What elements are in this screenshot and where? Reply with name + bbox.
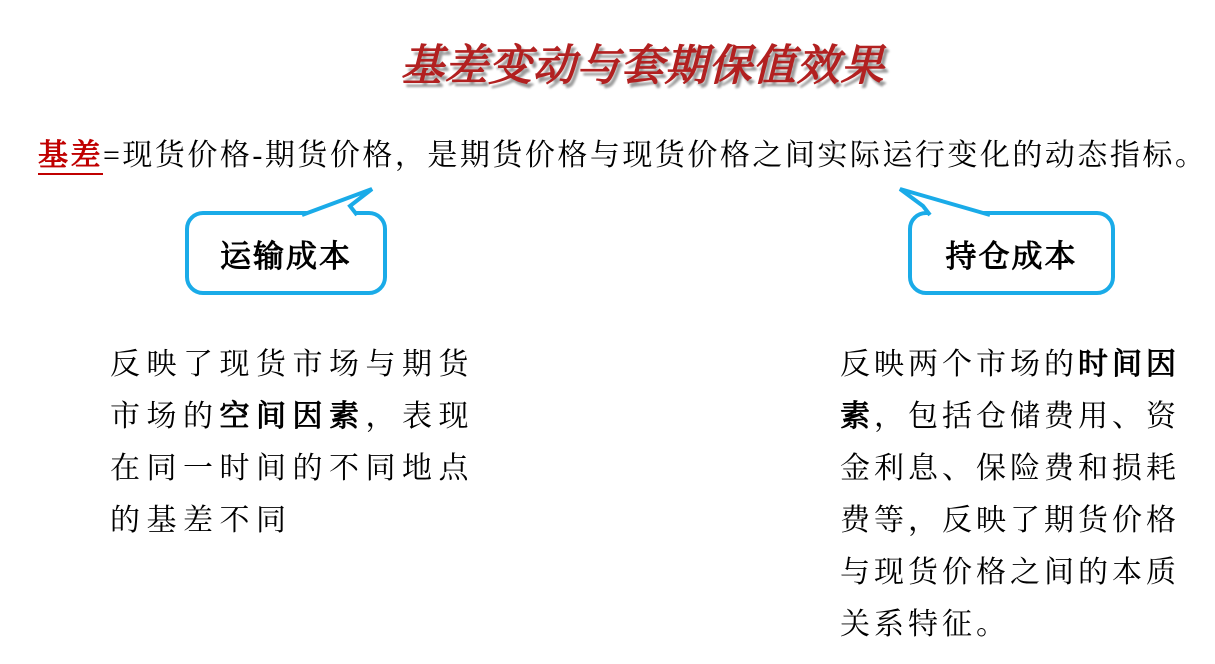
text-line [110, 339, 475, 391]
page-title: 基差变动与套期保值效果 [400, 43, 885, 90]
text-segment: 与现货价格之间的本质 [840, 556, 1180, 589]
text-line [840, 547, 1180, 599]
callout-left [180, 183, 415, 298]
text-line [110, 391, 475, 443]
definition-text: =现货价格-期货价格，是期货价格与现货价格之间实际运行变化的动态指标。 [103, 139, 1208, 172]
transport-cost-paragraph [110, 339, 475, 547]
definition-line [38, 130, 1207, 174]
text-line [110, 443, 475, 495]
text-segment: 市场的 [110, 400, 220, 433]
text-segment: ，表现 [365, 400, 475, 433]
text-segment: 在同一时间的不同地点 [110, 452, 475, 485]
callout-right-label: 持仓成本 [945, 238, 1078, 274]
text-line [110, 495, 475, 547]
text-line [840, 339, 1180, 391]
emphasized-text: 空间因素 [219, 400, 366, 433]
text-segment: 费等，反映了期货价格 [840, 504, 1180, 537]
callout-left-label: 运输成本 [220, 238, 352, 274]
text-segment: 的基差不同 [110, 504, 293, 537]
emphasized-text: 时间因 [1078, 348, 1180, 381]
text-line [840, 599, 1180, 651]
text-line [840, 391, 1180, 443]
basis-term: 基差 [38, 139, 103, 175]
text-segment: ，包括仓储费用、资 [874, 400, 1180, 433]
text-segment: 关系特征。 [840, 608, 1010, 641]
text-segment: 反映了现货市场与期货 [110, 348, 475, 381]
text-segment: 金利息、保险费和损耗 [840, 452, 1180, 485]
text-segment: 反映两个市场的 [840, 348, 1078, 381]
callout-right [893, 183, 1128, 298]
emphasized-text: 素 [840, 400, 874, 433]
holding-cost-paragraph [840, 339, 1180, 651]
text-line [840, 443, 1180, 495]
text-line [840, 495, 1180, 547]
